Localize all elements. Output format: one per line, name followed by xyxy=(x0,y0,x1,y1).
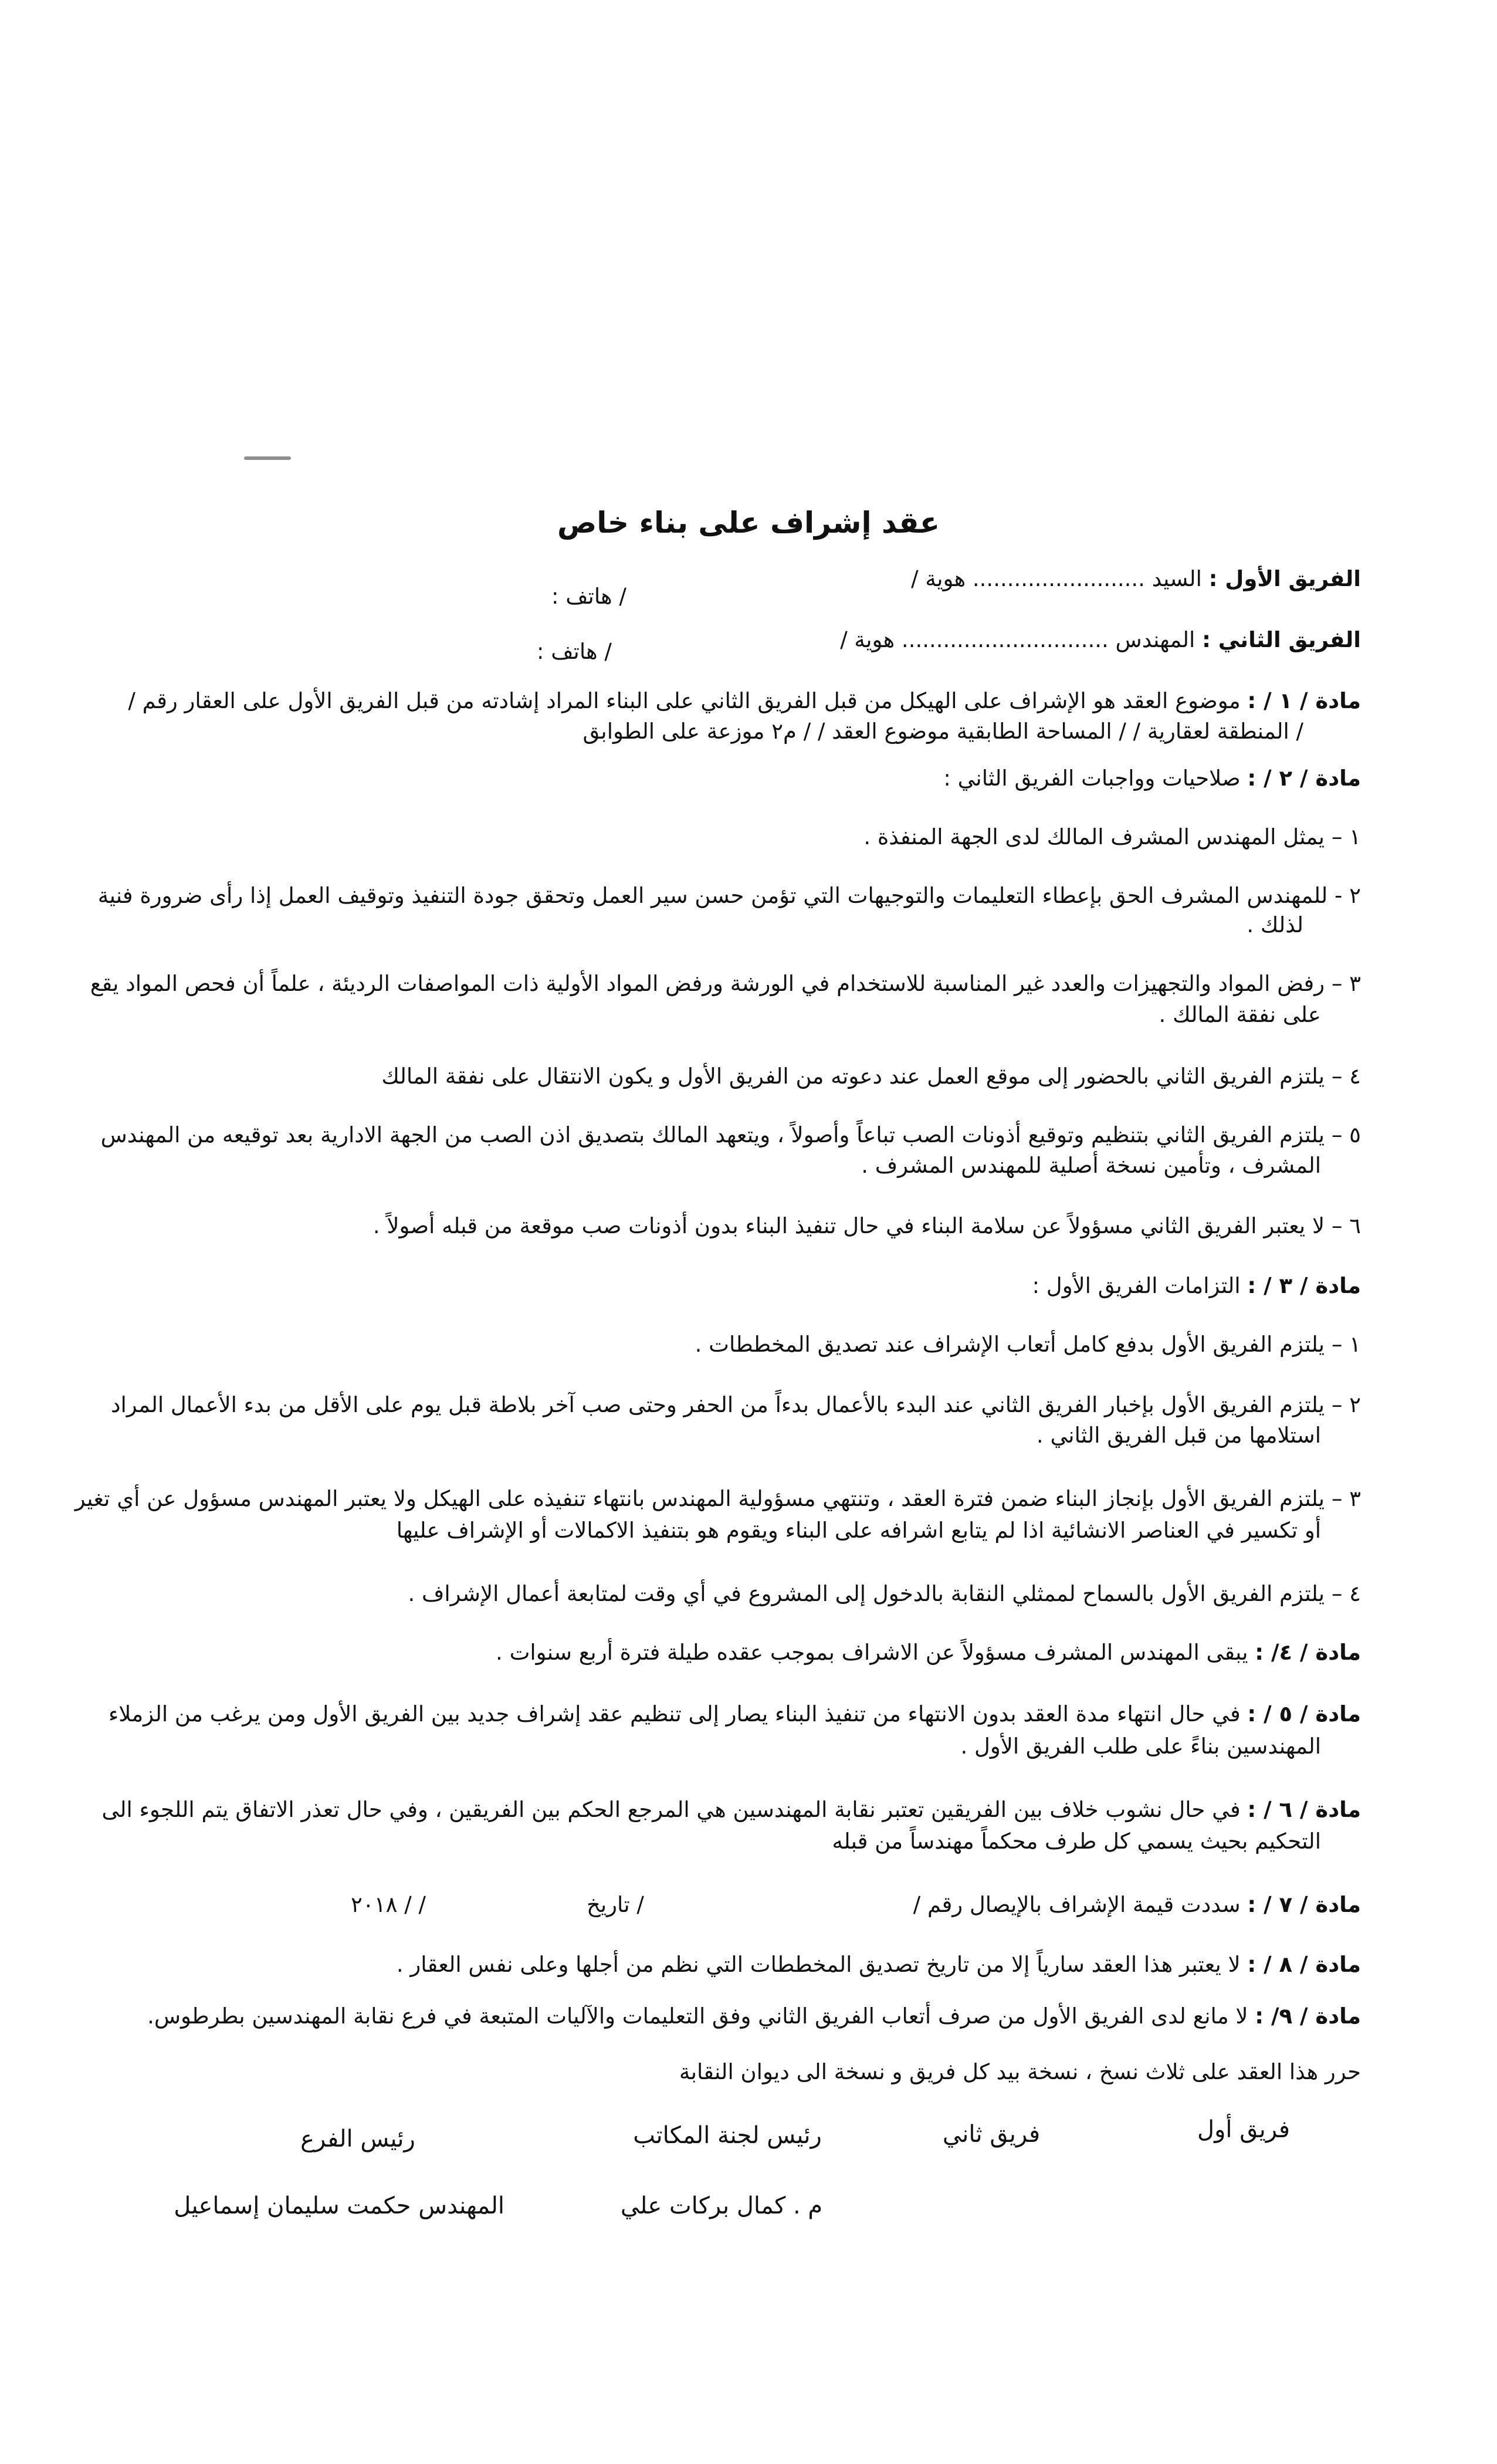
article7-label: مادة / ٧ / : xyxy=(1247,1892,1361,1917)
article4-line xyxy=(133,1637,1361,1668)
article3-label: مادة / ٣ / : xyxy=(1247,1273,1361,1298)
scan-mark xyxy=(244,456,291,460)
article9-line xyxy=(133,2001,1361,2032)
article2-heading: صلاحيات وواجبات الفريق الثاني : xyxy=(943,766,1241,791)
article9-label: مادة / ٩/ : xyxy=(1255,2003,1361,2029)
article8-label: مادة / ٨ / : xyxy=(1247,1952,1361,1977)
article8-text: لا يعتبر هذا العقد سارياً إلا من تاريخ تصديق المخططات التي نظم من أجلها وعلى نفس العقار . xyxy=(396,1952,1241,1977)
article1-line1 xyxy=(128,685,1361,717)
article4-text: يبقى المهندس المشرف مسؤولاً عن الاشراف بموجب عقده طيلة فترة أربع سنوات . xyxy=(496,1640,1248,1665)
article1-label: مادة / ١ / : xyxy=(1247,688,1361,713)
article5-line2: المهندسين بناءً على طلب الفريق الأول . xyxy=(960,1734,1321,1759)
article2-heading-line xyxy=(133,763,1361,794)
article2-item3-cont: على نفقة المالك . xyxy=(1159,1002,1321,1027)
article1-line2: / المنطقة لعقارية / / المساحة الطابقية موضوع العقد / / م٢ موزعة على الطوابق xyxy=(582,719,1303,744)
article2-item1: ١ – يمثل المهندس المشرف المالك لدى الجهة المنفذة . xyxy=(863,824,1361,849)
document-title: عقد إشراف على بناء خاص xyxy=(557,506,940,540)
first-party-signature: فريق أول xyxy=(1197,2116,1290,2143)
branch-head-name: المهندس حكمت سليمان إسماعيل xyxy=(174,2192,504,2219)
article6-line2: التحكيم بحيث يسمي كل طرف محكماً مهندساً من قبله xyxy=(832,1829,1321,1854)
article2-label: مادة / ٢ / : xyxy=(1247,766,1361,791)
article2-item3: ٣ – رفض المواد والتجهيزات والعدد غير المناسبة للاستخدام في الورشة ورفض المواد الأولية ذات المواصفات الرديئة ، علماً أن فحص المواد يقع xyxy=(90,971,1361,996)
article7-date-value: / / ٢٠١٨ xyxy=(351,1892,426,1917)
article5-text1: في حال انتهاء مدة العقد بدون الانتهاء من تنفيذ البناء يصار إلى تنظيم عقد إشراف جديد بين الفريق الأول ومن يرغب من الزملاء xyxy=(108,1701,1241,1727)
party1-text: السيد ......................... هوية / xyxy=(911,566,1202,591)
party2-phone: / هاتف : xyxy=(537,639,612,664)
article3-item3-cont: أو تكسير في العناصر الانشائية اذا لم يتابع اشرافه على البناء ويقوم هو بتنفيذ الاكمالات أو الإشراف عليها xyxy=(396,1518,1321,1543)
article3-heading: التزامات الفريق الأول : xyxy=(1032,1273,1241,1298)
party2-label: الفريق الثاني : xyxy=(1202,627,1361,652)
committee-head-name: م . كمال بركات علي xyxy=(620,2192,823,2219)
article2-item2: ٢ - للمهندس المشرف الحق بإعطاء التعليمات والتوجيهات التي تؤمن حسن سير العمل وتحقق جودة التنفيذ وتوقيف العمل إذا رأى ضرورة فنية xyxy=(97,883,1361,908)
article3-item4: ٤ – يلتزم الفريق الأول بالسماح لممثلي النقابة بالدخول إلى المشروع في أي وقت لمتابعة أعمال الإشراف . xyxy=(408,1581,1361,1606)
article4-label: مادة / ٤/ : xyxy=(1255,1640,1361,1665)
article6-text1: في حال نشوب خلاف بين الفريقين تعتبر نقابة المهندسين هي المرجع الحكم بين الفريقين ، وفي حال تعذر الاتفاق يتم اللجوء الى xyxy=(101,1797,1241,1822)
branch-head-signature: رئيس الفرع xyxy=(300,2125,415,2152)
article5-line1 xyxy=(108,1698,1361,1730)
party1-line xyxy=(133,563,1361,595)
article7-date-label: / تاريخ xyxy=(587,1892,644,1917)
offices-committee-head-signature: رئيس لجنة المكاتب xyxy=(633,2122,822,2149)
party1-label: الفريق الأول : xyxy=(1208,566,1361,591)
article3-item1: ١ – يلتزم الفريق الأول بدفع كامل أتعاب الإشراف عند تصديق المخططات . xyxy=(695,1332,1361,1357)
party2-text: المهندس .............................. هوية / xyxy=(840,627,1195,652)
article7-text: سددت قيمة الإشراف بالإيصال رقم / xyxy=(913,1892,1241,1917)
article8-line xyxy=(133,1949,1361,1981)
article3-heading-line xyxy=(133,1270,1361,1302)
article7-line xyxy=(133,1889,1361,1921)
article2-item4: ٤ – يلتزم الفريق الثاني بالحضور إلى موقع العمل عند دعوته من الفريق الأول و يكون الانتقال على نفقة المالك xyxy=(381,1064,1361,1089)
article2-item6: ٦ – لا يعتبر الفريق الثاني مسؤولاً عن سلامة البناء في حال تنفيذ البناء بدون أذونات صب موقعة من قبله أصولاً . xyxy=(372,1213,1361,1238)
article2-item5: ٥ – يلتزم الفريق الثاني بتنظيم وتوقيع أذونات الصب تباعاً وأصولاً ، ويتعهد المالك بتصديق اذن الصب من الجهة الادارية بعد توقيعه من المهندس xyxy=(100,1122,1361,1148)
copies-note: حرر هذا العقد على ثلاث نسخ ، نسخة بيد كل فريق و نسخة الى ديوان النقابة xyxy=(679,2059,1361,2084)
article9-text: لا مانع لدى الفريق الأول من صرف أتعاب الفريق الثاني وفق التعليمات والآليات المتبعة في فرع نقابة المهندسين بطرطوس. xyxy=(147,2003,1248,2029)
article2-item5-cont: المشرف ، وتأمين نسخة أصلية للمهندس المشرف . xyxy=(861,1153,1321,1178)
article3-item2: ٢ – يلتزم الفريق الأول بإخبار الفريق الثاني عند البدء بالأعمال بدءاً من الحفر وحتى صب آخر بلاطة قبل يوم على الأقل من بدء الأعمال المراد xyxy=(111,1392,1361,1417)
article1-text1: موضوع العقد هو الإشراف على الهيكل من قبل الفريق الثاني على البناء المراد إشادته من قبل الفريق الأول على العقار رقم / xyxy=(128,688,1241,713)
article6-line1 xyxy=(101,1794,1361,1826)
party1-phone: / هاتف : xyxy=(551,584,626,609)
article5-label: مادة / ٥ / : xyxy=(1247,1701,1361,1727)
article6-label: مادة / ٦ / : xyxy=(1247,1797,1361,1822)
party2-line xyxy=(133,624,1361,656)
article2-item2-cont: لذلك . xyxy=(1247,912,1303,937)
second-party-signature: فريق ثاني xyxy=(942,2121,1041,2148)
article3-item3: ٣ – يلتزم الفريق الأول بإنجاز البناء ضمن فترة العقد ، وتنتهي مسؤولية المهندس بانتهاء تنفيذه على الهيكل ولا يعتبر المهندس مسؤول عن أي تغير xyxy=(74,1486,1361,1511)
article3-item2-cont: استلامها من قبل الفريق الثاني . xyxy=(1036,1423,1321,1448)
